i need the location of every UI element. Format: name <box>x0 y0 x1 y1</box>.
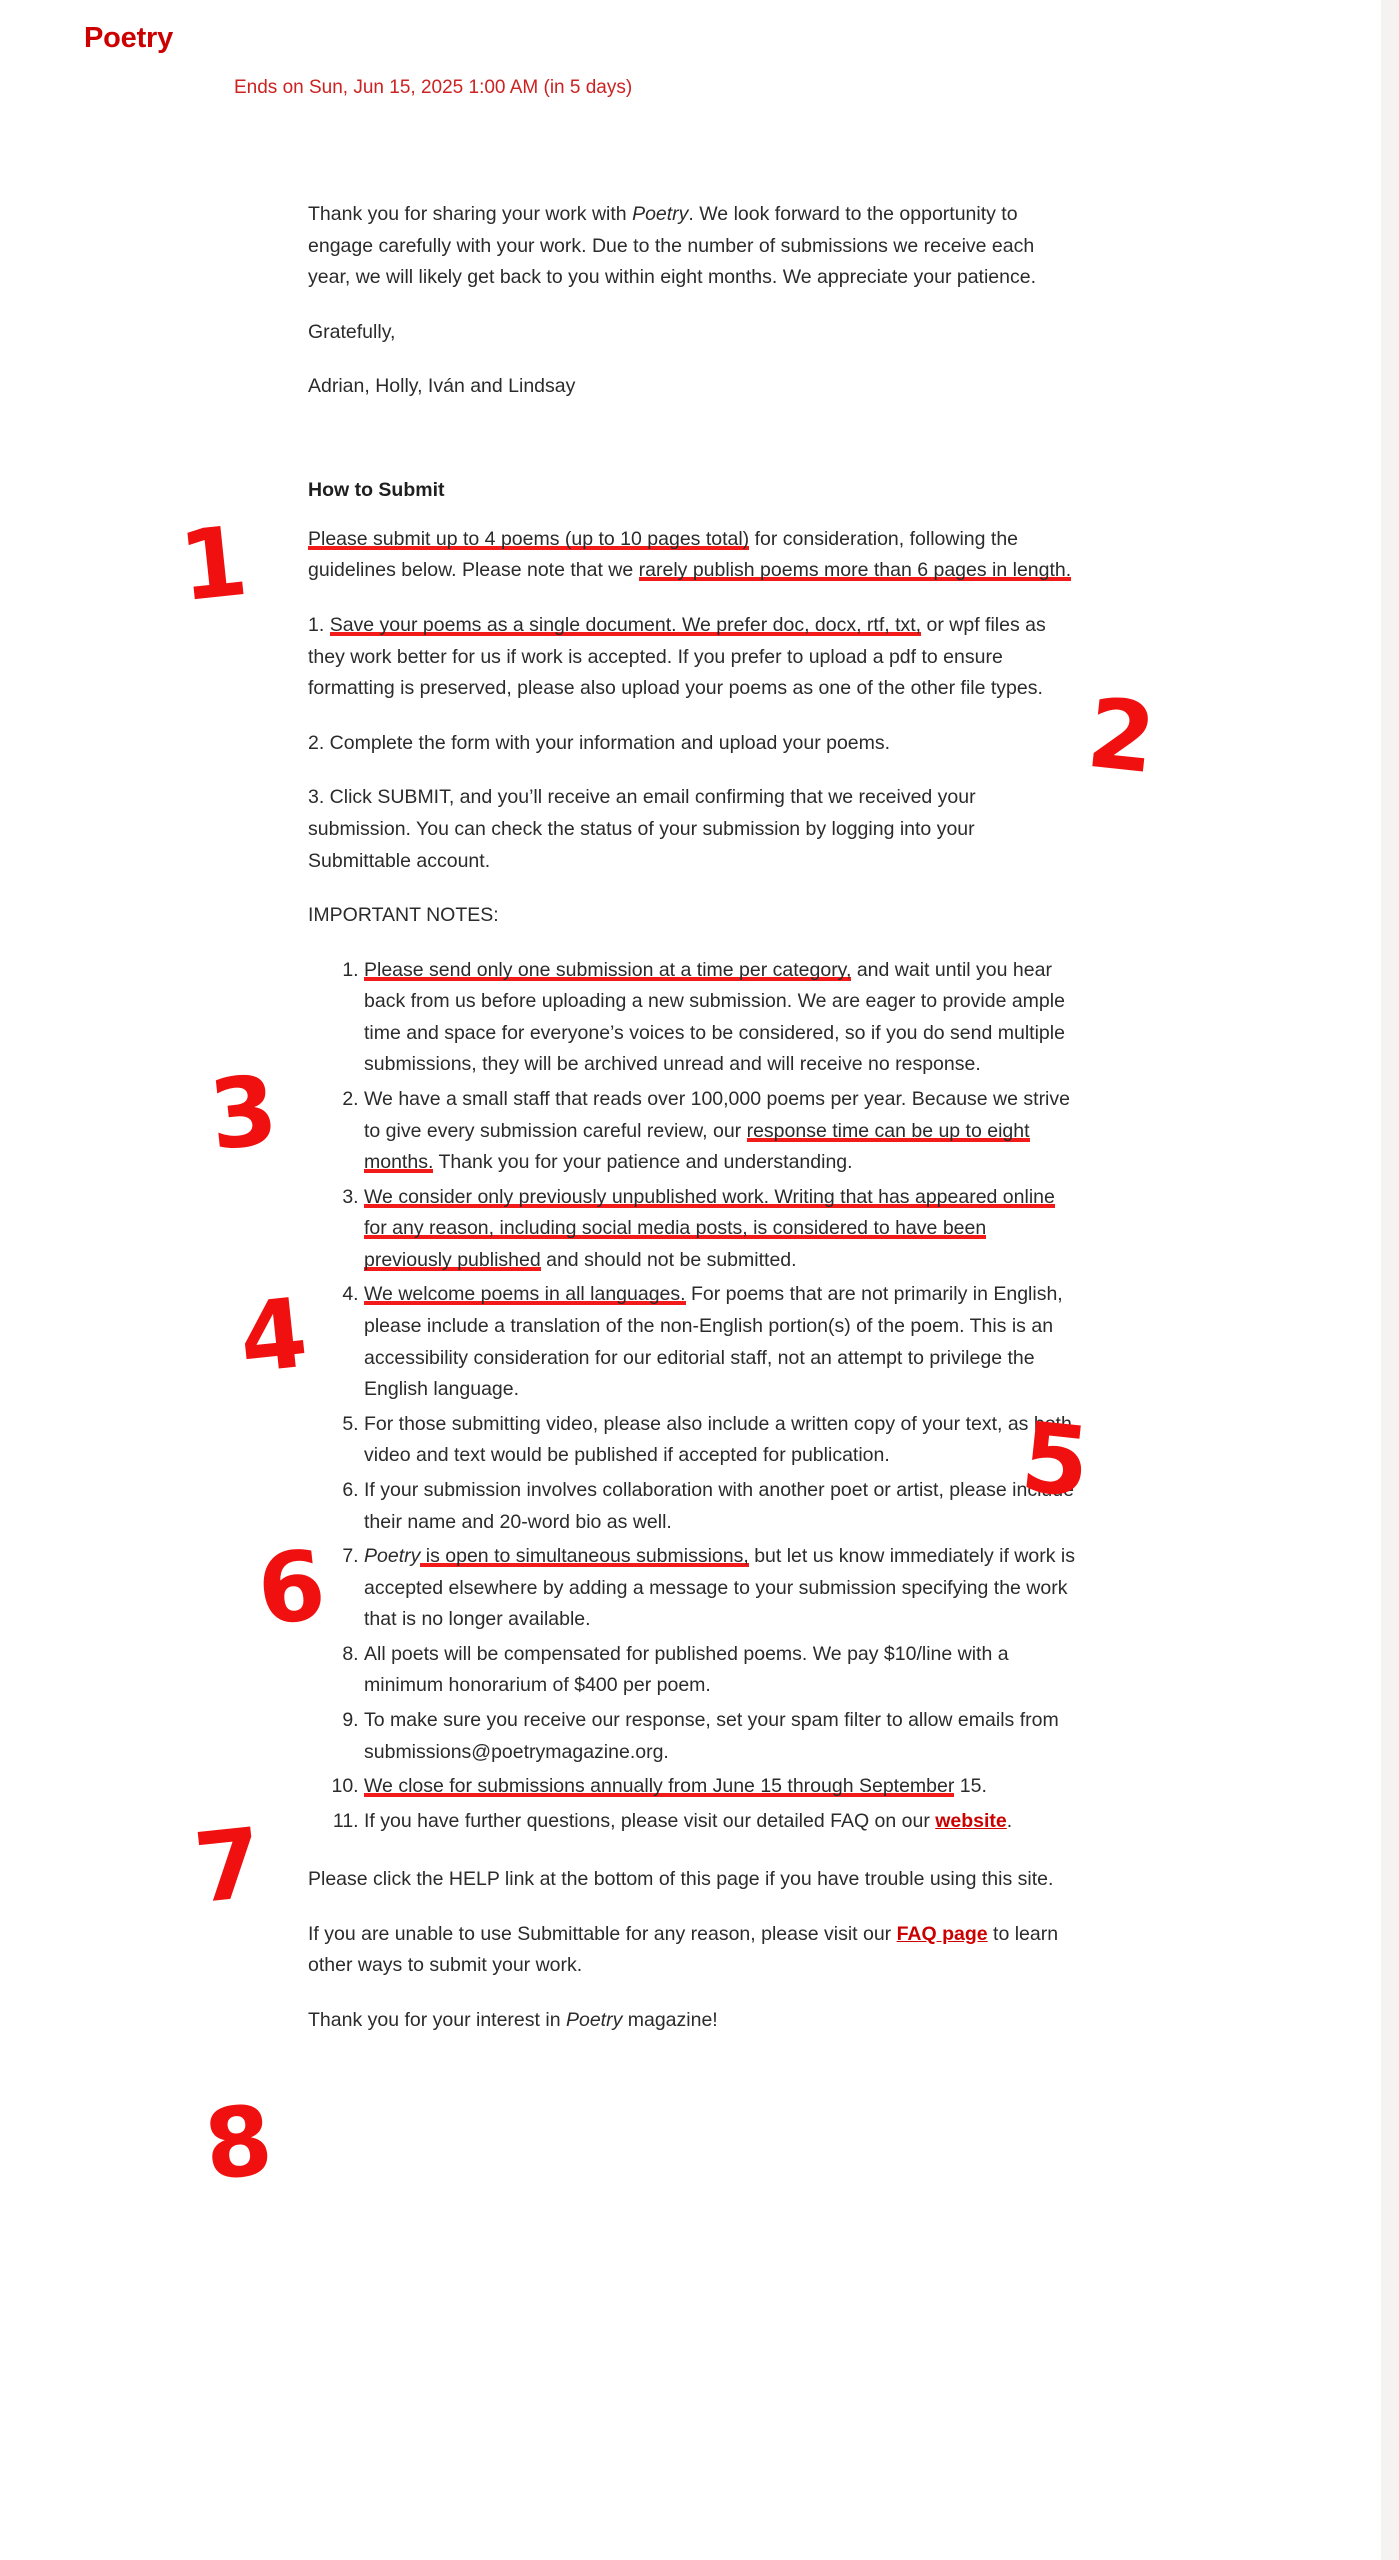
list-item: 6. If your submission involves collaboration with another poet or artist, please include their name and 20-word bio as well. <box>364 1475 1079 1541</box>
help-note: Please click the HELP link at the bottom of this page if you have trouble using this site. <box>308 1868 1054 1891</box>
note-10-rest: 15. <box>954 1775 987 1798</box>
annotation-mark-6: 6 <box>252 1528 331 1648</box>
list-item <box>364 1279 1079 1408</box>
list-item <box>364 1806 1079 1841</box>
step-two: 2. Complete the form with your information and upload your poems. <box>308 731 891 754</box>
list-item <box>364 1084 1079 1182</box>
page-header <box>0 0 1399 99</box>
step-one-rest: or wpf files as they work better for us if work is accepted. If you prefer to upload a pdf to ensure formatting is preserved, please also upload your poems as one of the other file types. <box>308 614 1046 700</box>
note-11-a: If you have further questions, please visit our detailed FAQ on our <box>364 1809 936 1832</box>
document-body <box>0 199 1399 2037</box>
highlight-6: We welcome poems in all languages. <box>364 1283 686 1306</box>
highlight-1b: rarely publish poems more than 6 pages in length. <box>638 559 1072 582</box>
closing-a: Thank you for your interest in <box>308 2009 566 2032</box>
list-item: 5. For those submitting video, please also include a written copy of your text, as both video and text would be published if accepted for publication. <box>364 1409 1079 1475</box>
note-2-b: Thank you for your patience and understanding. <box>433 1151 853 1174</box>
highlight-2: Save your poems as a single document. We prefer doc, docx, rtf, txt, <box>329 614 922 637</box>
list-item <box>364 1541 1079 1639</box>
intro-text-b: . We look forward to the opportunity to engage carefully with your work. Due to the number of submissions we receive each year, we will likely get back to you within eight months. We appreciate your patience. <box>308 203 1037 289</box>
step-three: 3. Click SUBMIT, and you’ll receive an email confirming that we received your submission. You can check the status of your submission by logging into your Submittable account. <box>308 786 976 872</box>
highlight-7: is open to simultaneous submissions, <box>420 1545 749 1568</box>
note-11-b: . <box>1006 1809 1013 1832</box>
list-item <box>364 1771 1079 1806</box>
annotation-mark-1: 1 <box>174 504 253 624</box>
step-one <box>308 610 1079 705</box>
deadline-text: Ends on Sun, Jun 15, 2025 1:00 AM (in 5 days) <box>234 77 633 98</box>
faq-page-link[interactable]: FAQ page <box>896 1922 988 1945</box>
important-notes-list <box>308 955 1079 1841</box>
closing-b: magazine! <box>622 2009 718 2032</box>
intro-text-a: Thank you for sharing your work with <box>308 203 633 225</box>
note-2-a: We have a small staff that reads over 100,000 poems per year. Because we strive to give every submission careful review, our <box>364 1087 1070 1142</box>
faq-note <box>308 1919 1079 1982</box>
annotation-mark-8: 8 <box>199 2083 278 2203</box>
annotation-mark-4: 4 <box>234 1276 313 1396</box>
how-to-submit-heading: How to Submit <box>308 478 445 501</box>
important-notes-label: IMPORTANT NOTES: <box>308 904 499 927</box>
list-item <box>364 955 1079 1084</box>
highlight-4: response time can be up to eight months. <box>364 1119 1030 1174</box>
note-1-rest: and wait until you hear back from us before uploading a new submission. We are eager to provide ample time and space for everyone’s voices to be considered, so if you do send multiple submissions, they will be archived unread and will receive no response. <box>364 958 1065 1076</box>
note-4-rest: For poems that are not primarily in English, please include a translation of the non-English portion(s) of the poem. This is an accessibility consideration for our editorial staff, not an attempt to privilege the English language. <box>364 1283 1063 1401</box>
lead-mid-text: for consideration, following the guidelines below. Please note that we <box>308 527 1019 582</box>
annotation-mark-3: 3 <box>204 1053 283 1173</box>
closing-line <box>308 2005 1079 2037</box>
note-3-rest: and should not be submitted. <box>540 1248 797 1271</box>
signoff-line: Gratefully, <box>308 320 396 343</box>
note-7-rest: but let us know immediately if work is accepted elsewhere by adding a message to your submission specifying the work that is no longer available. <box>364 1545 1075 1631</box>
website-link[interactable]: website <box>935 1809 1007 1832</box>
intro-paragraph <box>308 199 1079 294</box>
faq-note-a: If you are unable to use Submittable for any reason, please visit our <box>308 1922 897 1945</box>
closing-magazine-name: Poetry <box>565 2009 623 2032</box>
page-title: Poetry <box>84 22 174 54</box>
annotation-mark-2: 2 <box>1082 676 1161 796</box>
list-item: 9. To make sure you receive our response, set your spam filter to allow emails from submissions@poetrymagazine.org. <box>364 1705 1079 1771</box>
highlight-8: We close for submissions annually from June 15 through September <box>364 1775 955 1798</box>
list-item: 8. All poets will be compensated for published poems. We pay $10/line with a minimum honorarium of $400 per poem. <box>364 1639 1079 1705</box>
intro-magazine-name: Poetry <box>632 203 689 225</box>
step-one-number: 1. <box>308 614 330 637</box>
list-item <box>364 1182 1079 1280</box>
highlight-3: Please send only one submission at a time per category, <box>364 958 852 981</box>
annotation-mark-5: 5 <box>1016 1400 1095 1520</box>
note-7-magazine-name: Poetry <box>364 1545 421 1568</box>
editor-names: Adrian, Holly, Iván and Lindsay <box>308 375 576 398</box>
highlight-1: Please submit up to 4 poems (up to 10 pages total) <box>308 527 750 550</box>
annotation-mark-7: 7 <box>189 1806 268 1926</box>
faq-note-b: to learn other ways to submit your work. <box>308 1922 1059 1977</box>
how-to-submit-lead <box>308 524 1079 587</box>
highlight-5: We consider only previously unpublished work. Writing that has appeared online for any reason, including social media posts, is considered to have been previously published <box>364 1185 1055 1271</box>
